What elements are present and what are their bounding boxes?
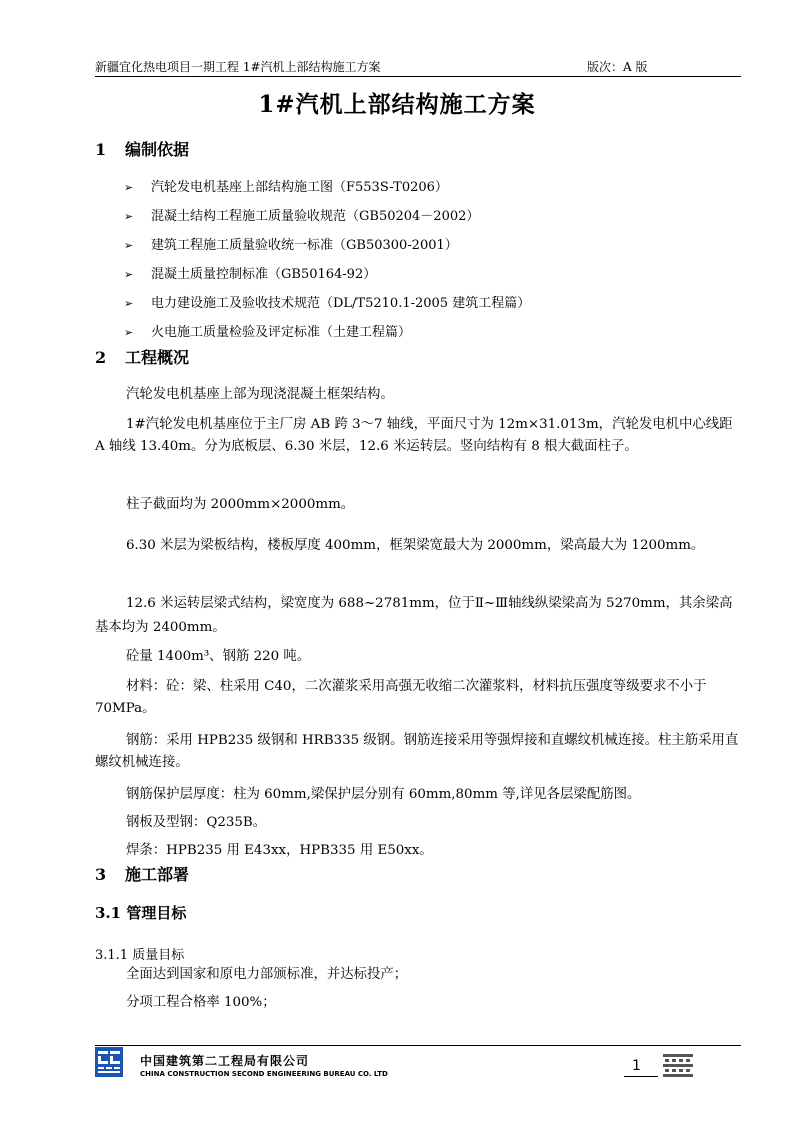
section-2-heading (95, 345, 189, 368)
page-number: 1 (632, 1058, 641, 1074)
arrow-right-bullet-icon: ➢ (124, 239, 134, 252)
list-item (124, 234, 530, 263)
section-1-number: 1 (95, 140, 107, 159)
paragraph: 钢筋保护层厚度：柱为 60mm,梁保护层分别有 60mm,80mm 等,详见各层梁配筋图。 (126, 787, 641, 802)
list-item-text: 建筑工程施工质量验收统一标准（GB50300-2001） (151, 238, 458, 253)
paragraph: 1#汽轮发电机基座位于主厂房 AB 跨 3～7 轴线，平面尺寸为 12m×31.013m，汽轮发电机中心线距 A 轴线 13.40m。分为底板层、6.30 米层，12.6 米运转层。竖向结构有 8 根大截面柱子。 (95, 417, 733, 454)
section-3-number: 3 (95, 865, 107, 884)
section-2-number: 2 (95, 348, 107, 367)
paragraph: 全面达到国家和原电力部颁标准，并达标投产； (126, 967, 408, 982)
paragraph: 柱子截面均为 2000mm×2000mm。 (126, 497, 355, 512)
arrow-right-bullet-icon: ➢ (124, 181, 134, 194)
arrow-right-bullet-icon: ➢ (124, 210, 134, 223)
footer-divider (95, 1045, 741, 1046)
arrow-right-bullet-icon: ➢ (124, 326, 134, 339)
header-version: 版次：A 版 (587, 60, 648, 74)
list-item-text: 混凝土质量控制标准（GB50164-92） (151, 267, 377, 282)
section-3-title: 施工部署 (125, 865, 190, 884)
arrow-right-bullet-icon: ➢ (124, 297, 134, 310)
subsection-3-1-1-heading: 3.1.1 质量目标 (95, 948, 185, 963)
section-3-heading (95, 862, 189, 885)
section-2-title: 工程概况 (125, 348, 190, 367)
company-name-en: CHINA CONSTRUCTION SECOND ENGINEERING BUREAU CO. LTD (140, 1070, 388, 1078)
list-item-text: 混凝土结构工程施工质量验收规范（GB50204－2002） (151, 209, 480, 224)
reference-list (124, 176, 530, 350)
cscec-logo-icon (95, 1047, 123, 1077)
paragraph: 砼量 1400m³、钢筋 220 吨。 (126, 649, 311, 664)
list-item (124, 176, 530, 205)
list-item (124, 263, 530, 292)
header-project-title: 新疆宜化热电项目一期工程 1#汽机上部结构施工方案 (95, 60, 381, 74)
paragraph: 焊条：HPB235 用 E43xx，HPB335 用 E50xx。 (126, 843, 433, 858)
subsection-3-1-heading: 3.1 管理目标 (95, 904, 187, 922)
paragraph: 钢板及型钢：Q235B。 (126, 815, 267, 830)
page-header (95, 58, 741, 77)
paragraph: 材料：砼：梁、柱采用 C40，二次灌浆采用高强无收缩二次灌浆料，材料抗压强度等级要求不小于 70MPa。 (95, 679, 707, 716)
paragraph: 钢筋：采用 HPB235 级钢和 HRB335 级钢。钢筋连接采用等强焊接和直螺纹机械连接。柱主筋采用直螺纹机械连接。 (95, 733, 739, 770)
paragraph: 12.6 米运转层梁式结构，梁宽度为 688~2781mm，位于Ⅱ~Ⅲ轴线纵梁梁高为 5270mm，其余梁高基本均为 2400mm。 (95, 596, 733, 635)
paragraph: 6.30 米层为梁板结构，楼板厚度 400mm，框架梁宽最大为 2000mm，梁高最大为 1200mm。 (126, 538, 705, 553)
arrow-right-bullet-icon: ➢ (124, 268, 134, 281)
paragraph: 汽轮发电机基座上部为现浇混凝土框架结构。 (126, 387, 394, 402)
list-item-text: 电力建设施工及验收技术规范（DL/T5210.1-2005 建筑工程篇） (151, 296, 531, 311)
list-item (124, 292, 530, 321)
list-item (124, 205, 530, 234)
section-1-heading (95, 137, 189, 160)
paragraph: 分项工程合格率 100%； (126, 995, 276, 1010)
list-item-text: 汽轮发电机基座上部结构施工图（F553S-T0206） (151, 180, 448, 195)
document-title: 1#汽机上部结构施工方案 (258, 91, 536, 118)
page-number-underline (624, 1076, 658, 1077)
corner-pattern-icon (663, 1054, 693, 1080)
section-1-title: 编制依据 (125, 140, 190, 159)
list-item-text: 火电施工质量检验及评定标准（土建工程篇） (151, 325, 412, 340)
company-name-cn: 中国建筑第二工程局有限公司 (140, 1054, 310, 1068)
